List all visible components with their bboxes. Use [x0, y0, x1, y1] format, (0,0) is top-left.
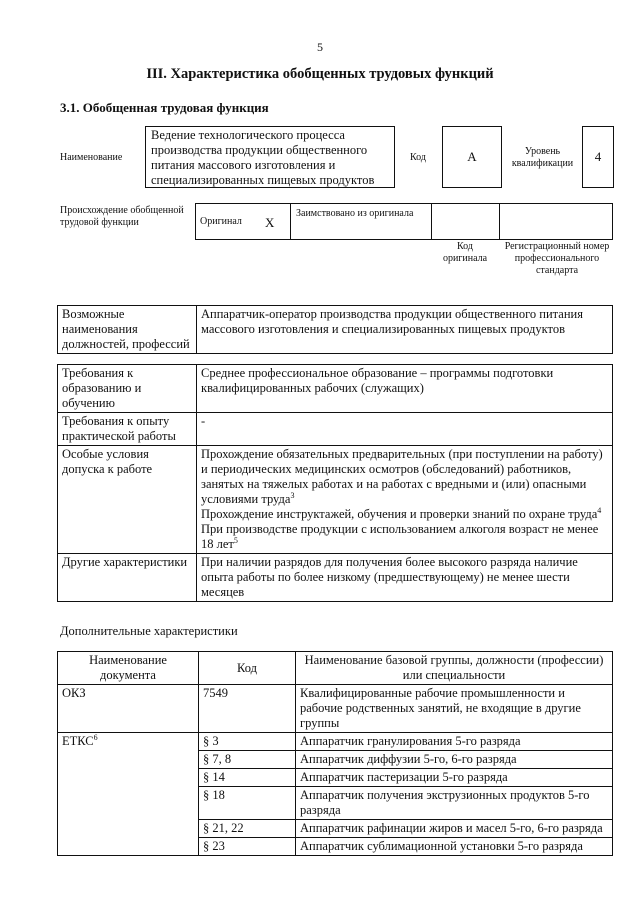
etks-name: Аппаратчик пастеризации 5-го разряда — [296, 769, 613, 787]
original-mark: X — [265, 215, 275, 230]
function-name: Ведение технологического процесса производства продукции общественного питания массового изготовления и специализированных пищевых продуктов — [145, 126, 395, 188]
subsection-title: 3.1. Обобщенная трудовая функция — [60, 100, 269, 115]
special-conditions-p1: Прохождение обязательных предварительных (при поступлении на работу) и периодических медицинских осмотров (обследований) работников, занятых на тяжелых работах и на работах с вредными и (или) опасными условиями труда$^3$ — [201, 447, 603, 506]
additional-title: Дополнительные характеристики — [60, 624, 238, 638]
col-code-header: Код — [199, 652, 296, 685]
code-original-caption: Код оригинала — [442, 241, 488, 264]
positions-label: Возможные наименования должностей, профессий — [58, 306, 197, 354]
requirements-table — [57, 364, 613, 602]
okz-name: Квалифицированные рабочие промышленности и рабочие родственных занятий, не входящие в другие группы — [296, 685, 613, 733]
etks-code: § 23 — [199, 838, 296, 856]
positions-value: Аппаратчик-оператор производства продукции общественного питания массового изготовления и специализированных пищевых продуктов — [197, 306, 613, 354]
col-name-header: Наименование базовой группы, должности (профессии) или специальности — [296, 652, 613, 685]
origin-divider-1 — [290, 203, 291, 240]
etks-code: § 14 — [199, 769, 296, 787]
code-value: А — [442, 126, 502, 188]
code-label: Код — [410, 152, 426, 163]
etks-code: § 7, 8 — [199, 751, 296, 769]
experience-value: - — [197, 413, 613, 446]
page-number: 5 — [317, 40, 323, 54]
special-conditions-value — [197, 446, 613, 554]
education-value: Среднее профессиональное образование – программы подготовки квалифицированных рабочих (служащих) — [197, 365, 613, 413]
etks-code: § 21, 22 — [199, 820, 296, 838]
etks-name: Аппаратчик диффузии 5-го, 6-го разряда — [296, 751, 613, 769]
name-label: Наименование — [60, 152, 123, 163]
etks-name: Аппаратчик гранулирования 5-го разряда — [296, 733, 613, 751]
okz-doc: ОКЗ — [58, 685, 199, 733]
reg-number-caption: Регистрационный номер профессионального стандарта — [504, 241, 610, 276]
section-title: III. Характеристика обобщенных трудовых функций — [146, 66, 494, 82]
origin-divider-2 — [431, 203, 432, 240]
table-row — [58, 733, 613, 751]
etks-name: Аппаратчик получения экструзионных продуктов 5-го разряда — [296, 787, 613, 820]
etks-code: § 3 — [199, 733, 296, 751]
additional-table — [57, 651, 613, 856]
special-conditions-label: Особые условия допуска к работе — [58, 446, 197, 554]
original-label: Оригинал — [200, 216, 242, 227]
col-doc-header: Наименование документа — [58, 652, 199, 685]
education-label: Требования к образованию и обучению — [58, 365, 197, 413]
etks-doc: ЕТКС$^6$ — [58, 733, 199, 856]
special-conditions-p2: Прохождение инструктажей, обучения и проверки знаний по охране труда$^4$ — [201, 505, 602, 521]
etks-code: § 18 — [199, 787, 296, 820]
okz-code: 7549 — [199, 685, 296, 733]
other-characteristics-value: При наличии разрядов для получения более высокого разряда наличие опыта работы по более низкому (предшествующему) не менее шести месяцев — [197, 554, 613, 602]
etks-name: Аппаратчик сублимационной установки 5-го разряда — [296, 838, 613, 856]
level-label: Уровень квалификации — [511, 146, 574, 169]
origin-label: Происхождение обобщенной трудовой функции — [60, 205, 184, 228]
borrowed-label: Заимствовано из оригинала — [296, 208, 414, 219]
level-value: 4 — [582, 126, 614, 188]
other-characteristics-label: Другие характеристики — [58, 554, 197, 602]
positions-table — [57, 305, 613, 354]
origin-divider-3 — [499, 203, 500, 240]
experience-label: Требования к опыту практической работы — [58, 413, 197, 446]
special-conditions-p3: При производстве продукции с использованием алкоголя возраст не менее 18 лет$^5$ — [201, 522, 599, 551]
etks-name: Аппаратчик рафинации жиров и масел 5-го, 6-го разряда — [296, 820, 613, 838]
